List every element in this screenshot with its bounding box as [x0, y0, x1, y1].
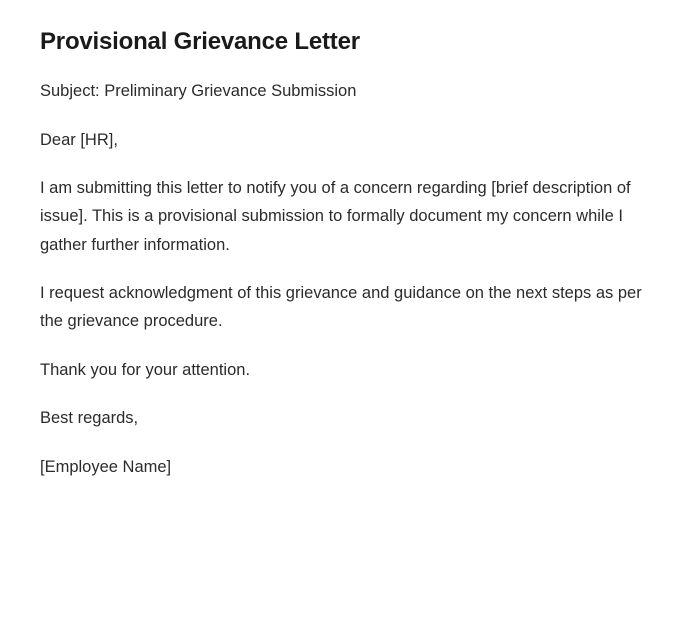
closing-thanks: Thank you for your attention.	[40, 360, 251, 379]
page-title: Provisional Grievance Letter	[40, 28, 360, 55]
sign-off: Best regards,	[40, 409, 139, 428]
signature-name: [Employee Name]	[40, 457, 172, 476]
body-paragraph-2: I request acknowledgment of this grievance and guidance on the next steps as per the grievance procedure.	[40, 284, 642, 331]
body-paragraph-1: I am submitting this letter to notify you of a concern regarding [brief description of issue]. This is a provisional submission to formally document my concern while I gather further information.	[40, 178, 631, 254]
subject-line: Subject: Preliminary Grievance Submission	[40, 82, 357, 101]
salutation: Dear [HR],	[40, 130, 118, 149]
